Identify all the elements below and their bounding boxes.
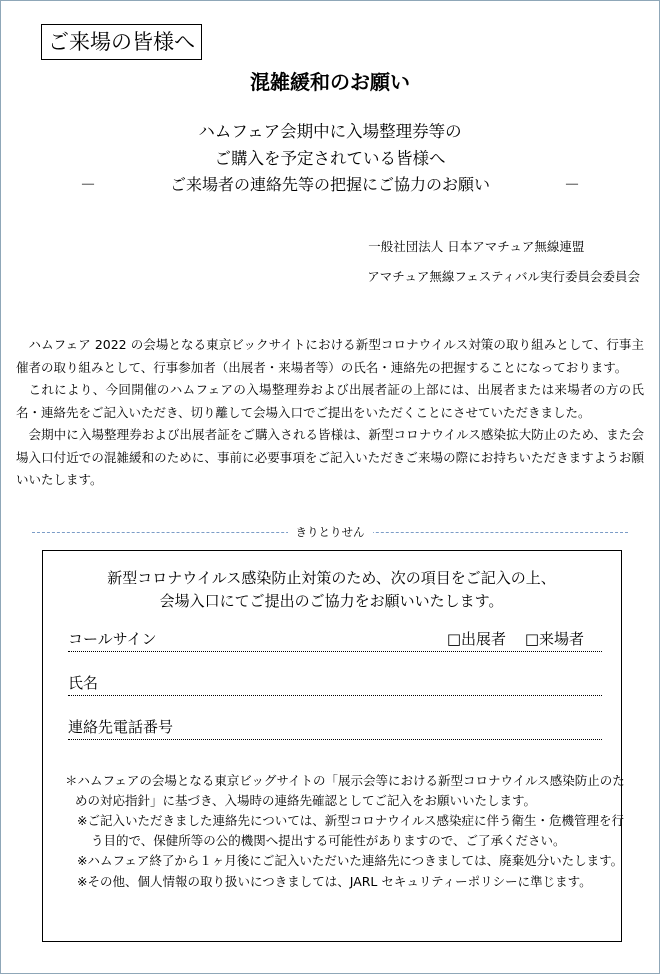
- form-intro-line-1: 新型コロナウイルス感染防止対策のため、次の項目をご記入の上、: [107, 569, 556, 587]
- visitor-checkbox[interactable]: □来場者: [524, 630, 584, 648]
- cut-line-label-text: きりとりせん: [288, 525, 373, 539]
- request-heading-text: ご来場者の連絡先等の把握にご協力のお願い: [169, 175, 490, 194]
- note-sub-3: ※その他、個人情報の取り扱いにつきましては、JARL セキュリティーポリシーに準じます。: [77, 873, 592, 889]
- tear-off-form: [42, 550, 625, 942]
- callsign-label: コールサイン: [68, 630, 157, 648]
- subtitle-line-1: ハムフェア会期中に入場整理券等の: [198, 122, 462, 141]
- subtitle-line-2: ご購入を予定されている皆様へ: [214, 149, 446, 168]
- organization-line-2: アマチュア無線フェスティバル実行委員会委員会: [367, 269, 640, 284]
- dash-left: －: [80, 175, 97, 194]
- audience-badge: ご来場の皆様へ: [41, 24, 202, 60]
- form-intro: [43, 567, 620, 612]
- cut-line-label: [0, 523, 660, 541]
- body-paragraph-3: 会期中に入場整理券および出展者証をご購入される皆様は、新型コロナウイルス感染拡大防止のため、また会場入口付近での混雑緩和のために、事前に必要事項をご記入いただきご来場の際にお持ちいただきますようお願いいたします。: [16, 427, 644, 487]
- body-paragraph-1: ハムフェア 2022 の会場となる東京ビックサイトにおける新型コロナウイルス対策の取り組みとして、行事主催者の取り組みとして、行事参加者（出展者・来場者等）の氏名・連絡先の把握することになっております。: [16, 337, 644, 375]
- attendee-type-options: [433, 627, 584, 651]
- organization-line-1: 一般社団法人 日本アマチュア無線連盟: [368, 239, 585, 254]
- dash-right: －: [563, 175, 580, 194]
- note-main: ＊ハムフェアの会場となる東京ビッグサイトの「展示会等における新型コロナウイルス感染防止のための対応指針」に基づき、入場時の連絡先確認としてご記入をお願いいたします。: [65, 773, 625, 808]
- phone-label: 連絡先電話番号: [68, 718, 174, 736]
- callsign-field[interactable]: [68, 627, 602, 652]
- note-sub-2: ※ハムフェア終了から１ヶ月後にご記入いただいた連絡先につきましては、廃棄処分いたします。: [77, 853, 624, 868]
- body-text: [16, 334, 644, 492]
- page-title: 混雑緩和のお願い: [250, 70, 410, 94]
- body-paragraph-2: これにより、今回開催のハムフェアの入場整理券および出展者証の上部には、出展者または来場者の方の氏名・連絡先をご記入いただき、切り離して会場入口でご提出をいただくことにさせていただきました。: [16, 382, 644, 420]
- note-sub-1: ※ご記入いただきました連絡先については、新型コロナウイルス感染症に伴う衛生・危機管理を行う目的で、保健所等の公的機関へ提出する可能性がありますので、ご了承ください。: [77, 813, 624, 848]
- subtitle: [0, 118, 660, 172]
- name-label: 氏名: [68, 674, 99, 692]
- phone-field[interactable]: [68, 715, 602, 740]
- form-intro-line-2: 会場入口にてご提出のご協力をお願いいたします。: [159, 591, 504, 610]
- exhibitor-checkbox[interactable]: □出展者: [446, 630, 507, 648]
- form-notes: [65, 771, 625, 892]
- request-heading: [80, 172, 580, 198]
- organization-block: [367, 232, 640, 292]
- name-field[interactable]: [68, 671, 602, 696]
